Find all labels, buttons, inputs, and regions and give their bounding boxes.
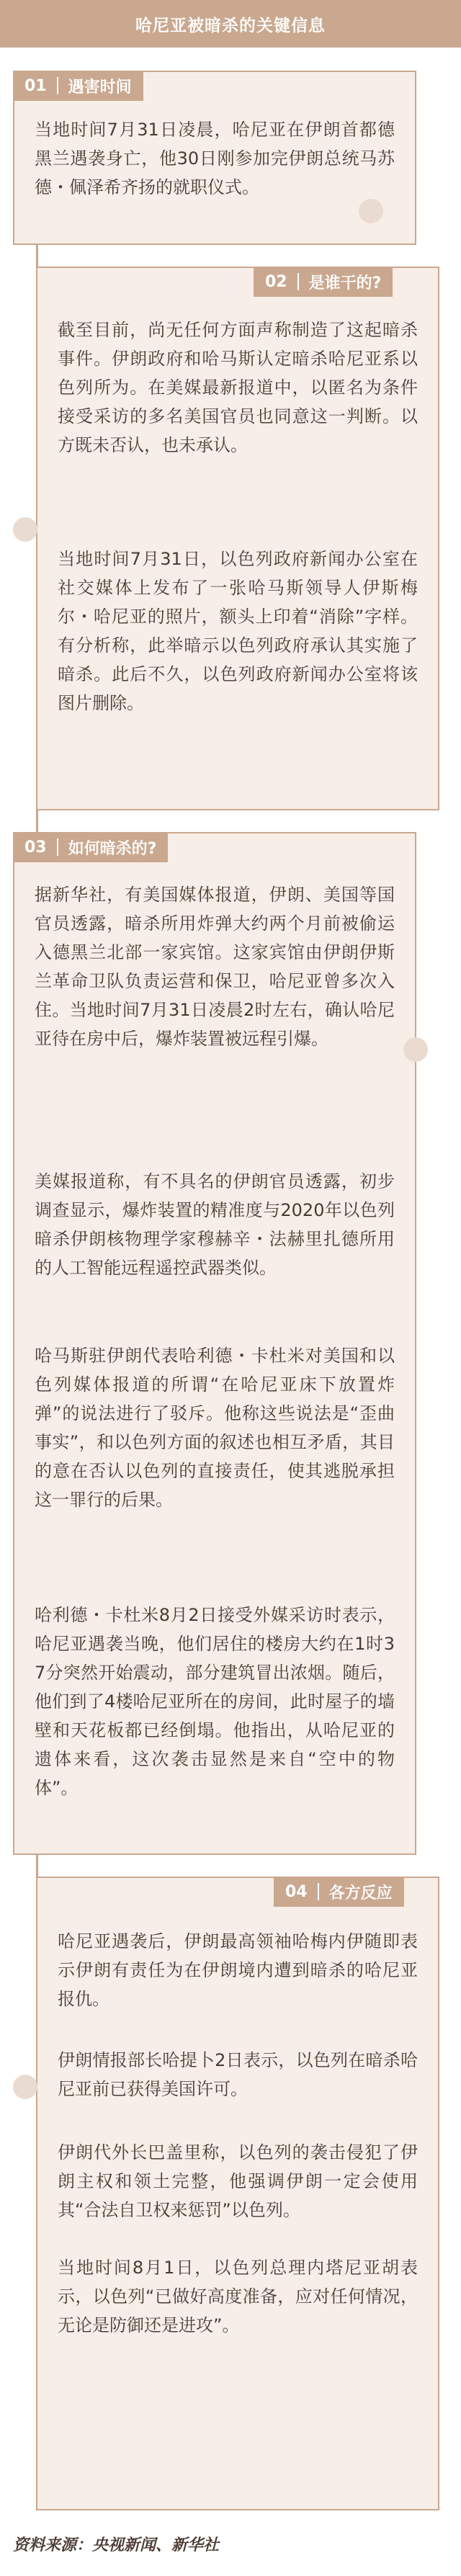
section-number: 02: [265, 272, 287, 291]
section-label: 遇害时间: [68, 78, 132, 97]
decor-dot: [13, 517, 37, 542]
section-number: 03: [24, 838, 47, 857]
source-credit: 资料来源：央视新闻、新华社: [13, 2536, 220, 2554]
section-04-paragraph: 伊朗代外长巴盖里称，以色列的袭击侵犯了伊朗主权和领土完整，他强调伊朗一定会使用其“合法自卫权来惩罚”以色列。: [58, 2142, 418, 2220]
section-04-paragraph: 伊朗情报部长哈提卜2日表示，以色列在暗杀哈尼亚前已获得美国许可。: [58, 2050, 418, 2099]
section-03-paragraph: 美媒报道称，有不具名的伊朗官员透露，初步调查显示，爆炸装置的精准度与2020年以色列暗杀伊朗核物理学家穆赫辛・法赫里扎德所用的人工智能远程遥控武器类似。: [35, 1171, 395, 1278]
decor-dot: [13, 2075, 37, 2099]
section-02-paragraph: 截至目前，尚无任何方面声称制造了这起暗杀事件。伊朗政府和哈马斯认定暗杀哈尼亚系以色列所为。在美媒最新报道中，以匿名为条件接受采访的多名美国官员也同意这一判断。以方既未否认，也未承认。: [58, 320, 418, 455]
section-03-paragraph: 哈马斯驻伊朗代表哈利德・卡杜米对美国和以色列媒体报道的所谓“在哈尼亚床下放置炸弹”的说法进行了驳斥。他称这些说法是“歪曲事实”，和以色列方面的叙述也相互矛盾，其目的意在否认以色列的直接责任，使其逃脱承担这一罪行的后果。: [35, 1346, 395, 1510]
page-title: 哈尼亚被暗杀的关键信息: [135, 16, 326, 35]
section-02-paragraph: 当地时间7月31日，以色列政府新闻办公室在社交媒体上发布了一张哈马斯领导人伊斯梅尔・哈尼亚的照片，额头上印着“消除”字样。有分析称，此举暗示以色列政府承认其实施了暗杀。此后不久，以色列政府新闻办公室将该图片删除。: [58, 549, 418, 713]
section-label: 如何暗杀的?: [68, 839, 157, 858]
section-04-paragraph: 当地时间8月1日，以色列总理内塔尼亚胡表示，以色列“已做好高度准备，应对任何情况，无论是防御还是进攻”。: [58, 2258, 418, 2335]
section-number: 01: [24, 76, 47, 95]
decor-dot: [359, 199, 383, 223]
section-02-tag: [254, 267, 393, 297]
section-03-paragraph: 哈利德・卡杜米8月2日接受外媒采访时表示，哈尼亚遇袭当晚，他们居住的楼房大约在1时37分突然开始震动，部分建筑冒出浓烟。随后，他们到了4楼哈尼亚所在的房间，此时屋子的墙壁和天花板都已经倒塌。他指出，从哈尼亚的遗体来看，这次袭击显然是来自“空中的物体”。: [35, 1605, 395, 1798]
section-label: 是谁干的?: [308, 274, 382, 292]
section-03-tag: [13, 832, 168, 862]
timeline-rail: [36, 1855, 38, 1877]
section-01-tag: [13, 71, 143, 101]
timeline-rail: [36, 245, 38, 267]
timeline-rail: [36, 810, 38, 832]
section-03-paragraph: 据新华社，有美国媒体报道，伊朗、美国等国官员透露，暗杀所用炸弹大约两个月前被偷运入德黑兰北部一家宾馆。这家宾馆由伊朗伊斯兰革命卫队负责运营和保卫，哈尼亚曾多次入住。当地时间7月31日凌晨2时左右，确认哈尼亚待在房中后，爆炸装置被远程引爆。: [35, 885, 395, 1049]
section-04-paragraph: 哈尼亚遇袭后，伊朗最高领袖哈梅内伊随即表示伊朗有责任为在伊朗境内遭到暗杀的哈尼亚报仇。: [58, 1931, 418, 2009]
section-01-paragraph: 当地时间7月31日凌晨，哈尼亚在伊朗首都德黑兰遇袭身亡，他30日刚参加完伊朗总统马苏德・佩泽希齐扬的就职仪式。: [35, 120, 395, 197]
section-04-tag: [274, 1877, 404, 1907]
section-number: 04: [285, 1882, 308, 1901]
decor-dot: [403, 1037, 428, 1062]
page-header: [0, 0, 461, 48]
section-label: 各方反应: [328, 1884, 393, 1902]
